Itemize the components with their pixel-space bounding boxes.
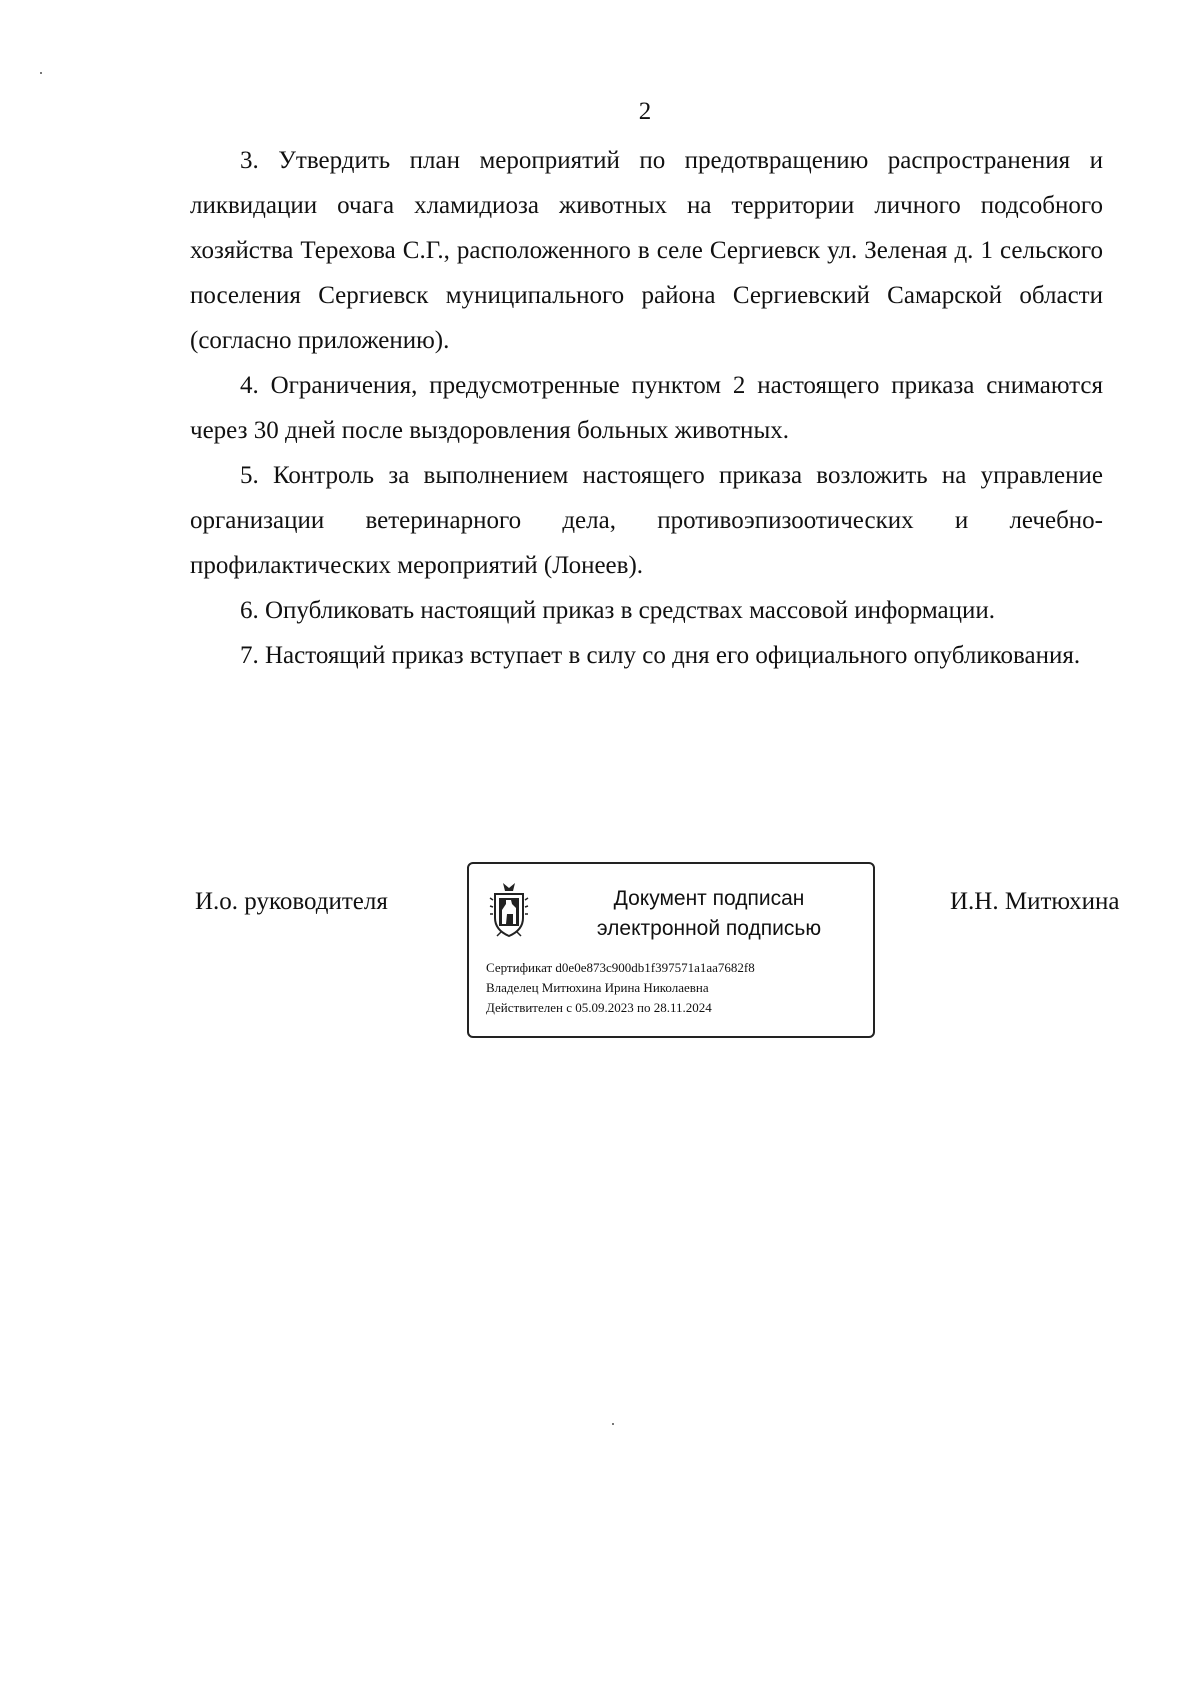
signatory-name: И.Н. Митюхина [950,888,1120,915]
stamp-title-line-1: Документ подписан [613,887,805,910]
page-number: 2 [638,98,652,125]
stamp-certificate-details [486,958,755,1018]
paragraph-item-3: 3. Утвердить план мероприятий по предотвращению распространения и ликвидации очага хламидиоза животных на территории личного подсобного хозяйства Терехова С.Г., расположенного в селе Сергиевск ул. Зеленая д. 1 сельского поселения Сергиевск муниципального района Сергиевский Самарской области (согласно приложению). [190,147,1103,354]
signature-block [0,862,1200,1044]
scan-speck [612,1423,614,1425]
paragraph-item-5: 5. Контроль за выполнением настоящего приказа возложить на управление организации ветеринарного дела, противоэпизоотических и лечебно-профилактических мероприятий (Лонеев). [190,462,1103,579]
certificate-validity: Действителен с 05.09.2023 по 28.11.2024 [486,1000,712,1015]
certificate-owner: Владелец Митюхина Ирина Николаевна [486,980,709,995]
signatory-position: И.о. руководителя [195,888,388,915]
stamp-title [559,884,859,944]
samara-coat-of-arms-icon [487,880,531,940]
scan-speck [40,72,42,74]
certificate-number: Сертификат d0e0e873c900db1f397571a1aa7682f8 [486,960,755,975]
electronic-signature-stamp [467,862,875,1038]
order-body [190,138,1103,678]
paragraph-item-6: 6. Опубликовать настоящий приказ в средствах массовой информации. [240,597,996,624]
paragraph-item-4: 4. Ограничения, предусмотренные пунктом 2 настоящего приказа снимаются через 30 дней после выздоровления больных животных. [190,372,1103,444]
paragraph-item-7: 7. Настоящий приказ вступает в силу со дня его официального опубликования. [240,642,1081,669]
stamp-title-line-2: электронной подписью [596,917,822,940]
